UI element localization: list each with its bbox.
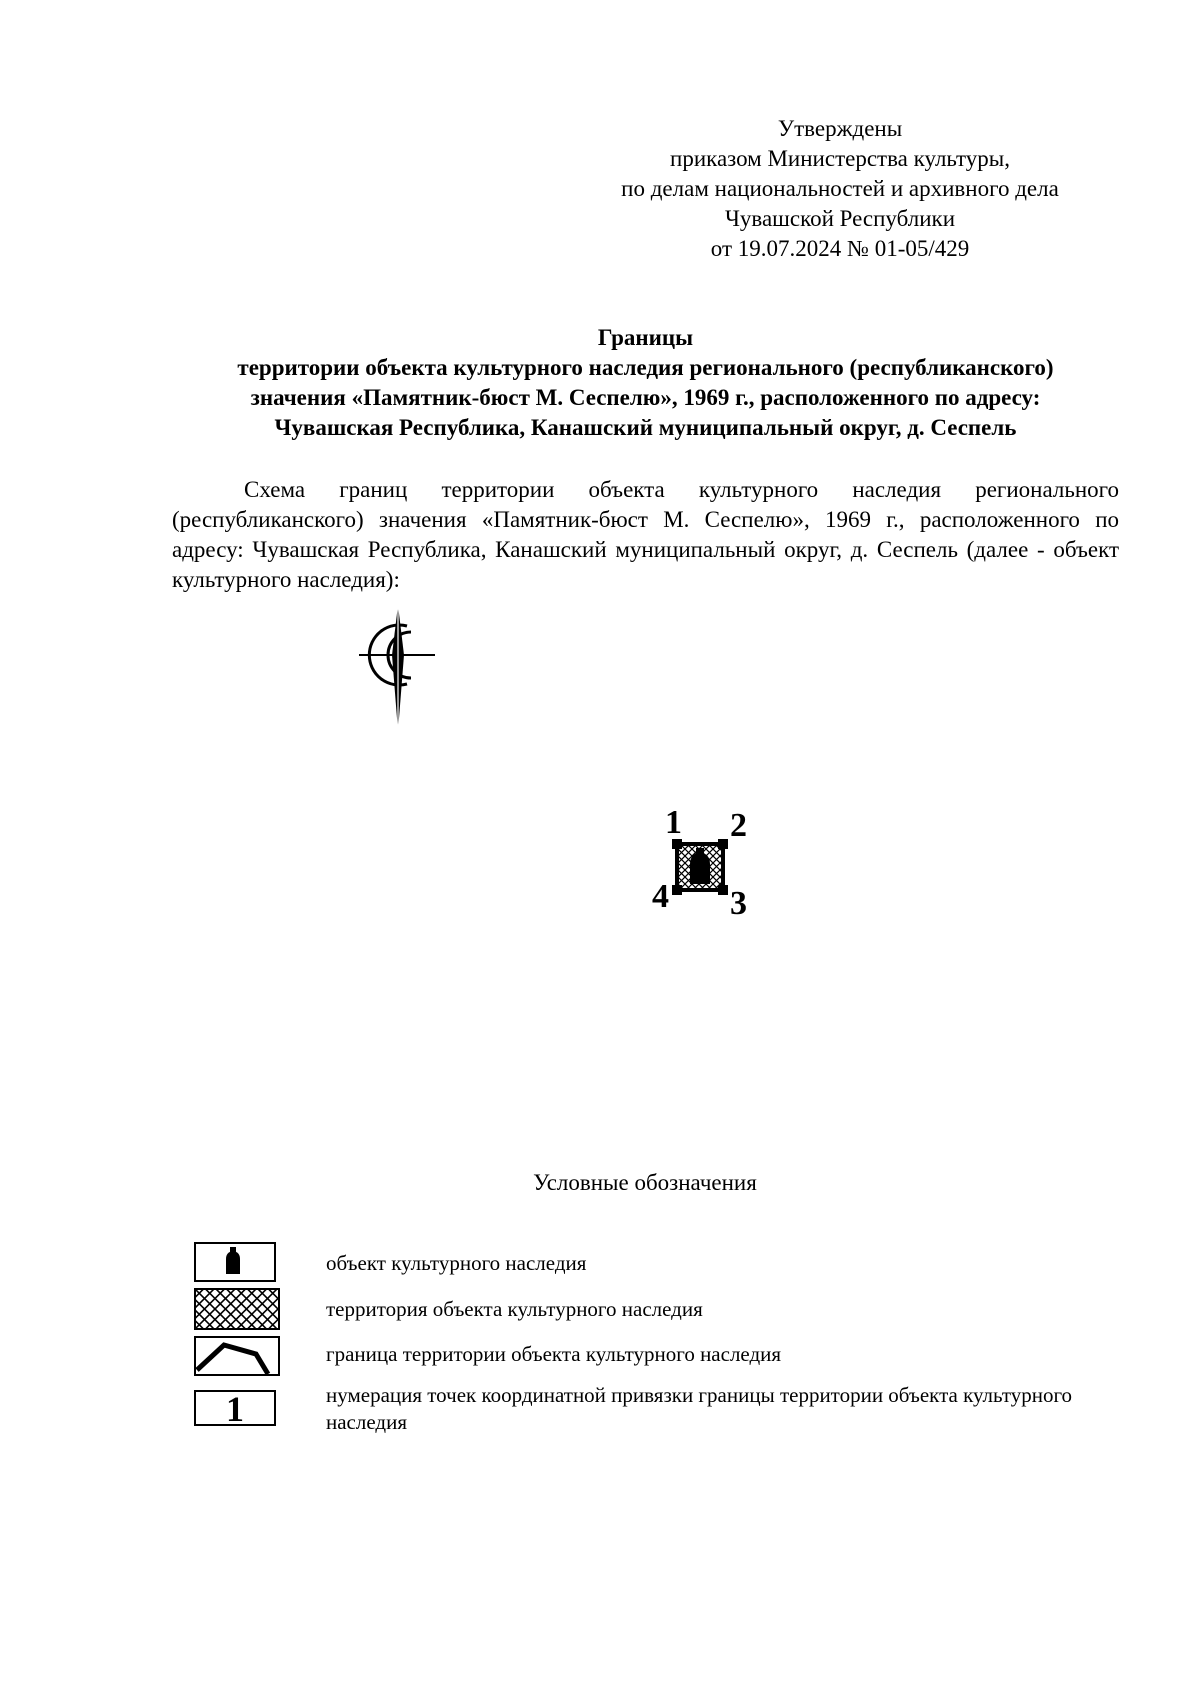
point-label-1: 1 [665,804,682,841]
point-label-3: 3 [730,885,747,922]
point-label-2: 2 [730,807,747,844]
approval-line: Чувашской Республики [724,206,956,231]
boundary-line-icon [194,1336,280,1376]
document-title [172,323,1119,443]
intro-paragraph [172,475,1119,595]
north-arrow-icon [355,603,445,733]
legend-text: территория объекта культурного наследия [326,1297,703,1321]
approval-line: приказом Министерства культуры, [670,146,1010,171]
title-line: значения «Памятник-бюст М. Сеспелю», 1969 г., расположенного по адресу: [250,385,1041,410]
title-line: территории объекта культурного наследия регионального (республиканского) [237,355,1054,380]
legend-text: объект культурного наследия [326,1251,587,1275]
title-line: Чувашская Республика, Канашский муниципальный округ, д. Сеспель [274,415,1017,440]
hatch-pattern-icon [194,1288,280,1330]
approval-line: от 19.07.2024 № 01-05/429 [710,236,970,261]
monument-icon [194,1242,276,1282]
approval-block [560,114,1120,264]
title-line: Границы [597,325,694,350]
point-label-4: 4 [652,878,669,915]
number-box-icon: 1 [194,1390,276,1426]
legend-text: нумерация точек координатной привязки границы территории объекта культурного наследия [326,1383,1073,1434]
boundary-plot [650,800,770,930]
legend-title: Условные обозначения [533,1170,757,1195]
intro-text: Схема границ территории объекта культурного наследия регионального (республиканского) значения «Памятник-бюст М. Сеспелю», 1969 г., расположенного по адресу: Чувашская Республика, Канашский муниципальный округ, д. Сеспель (далее - объект культурного наследия): [172,477,1119,592]
legend-text: граница территории объекта культурного наследия [326,1342,782,1366]
approval-line: Утверждены [777,116,903,141]
approval-line: по делам национальностей и архивного дела [621,176,1059,201]
